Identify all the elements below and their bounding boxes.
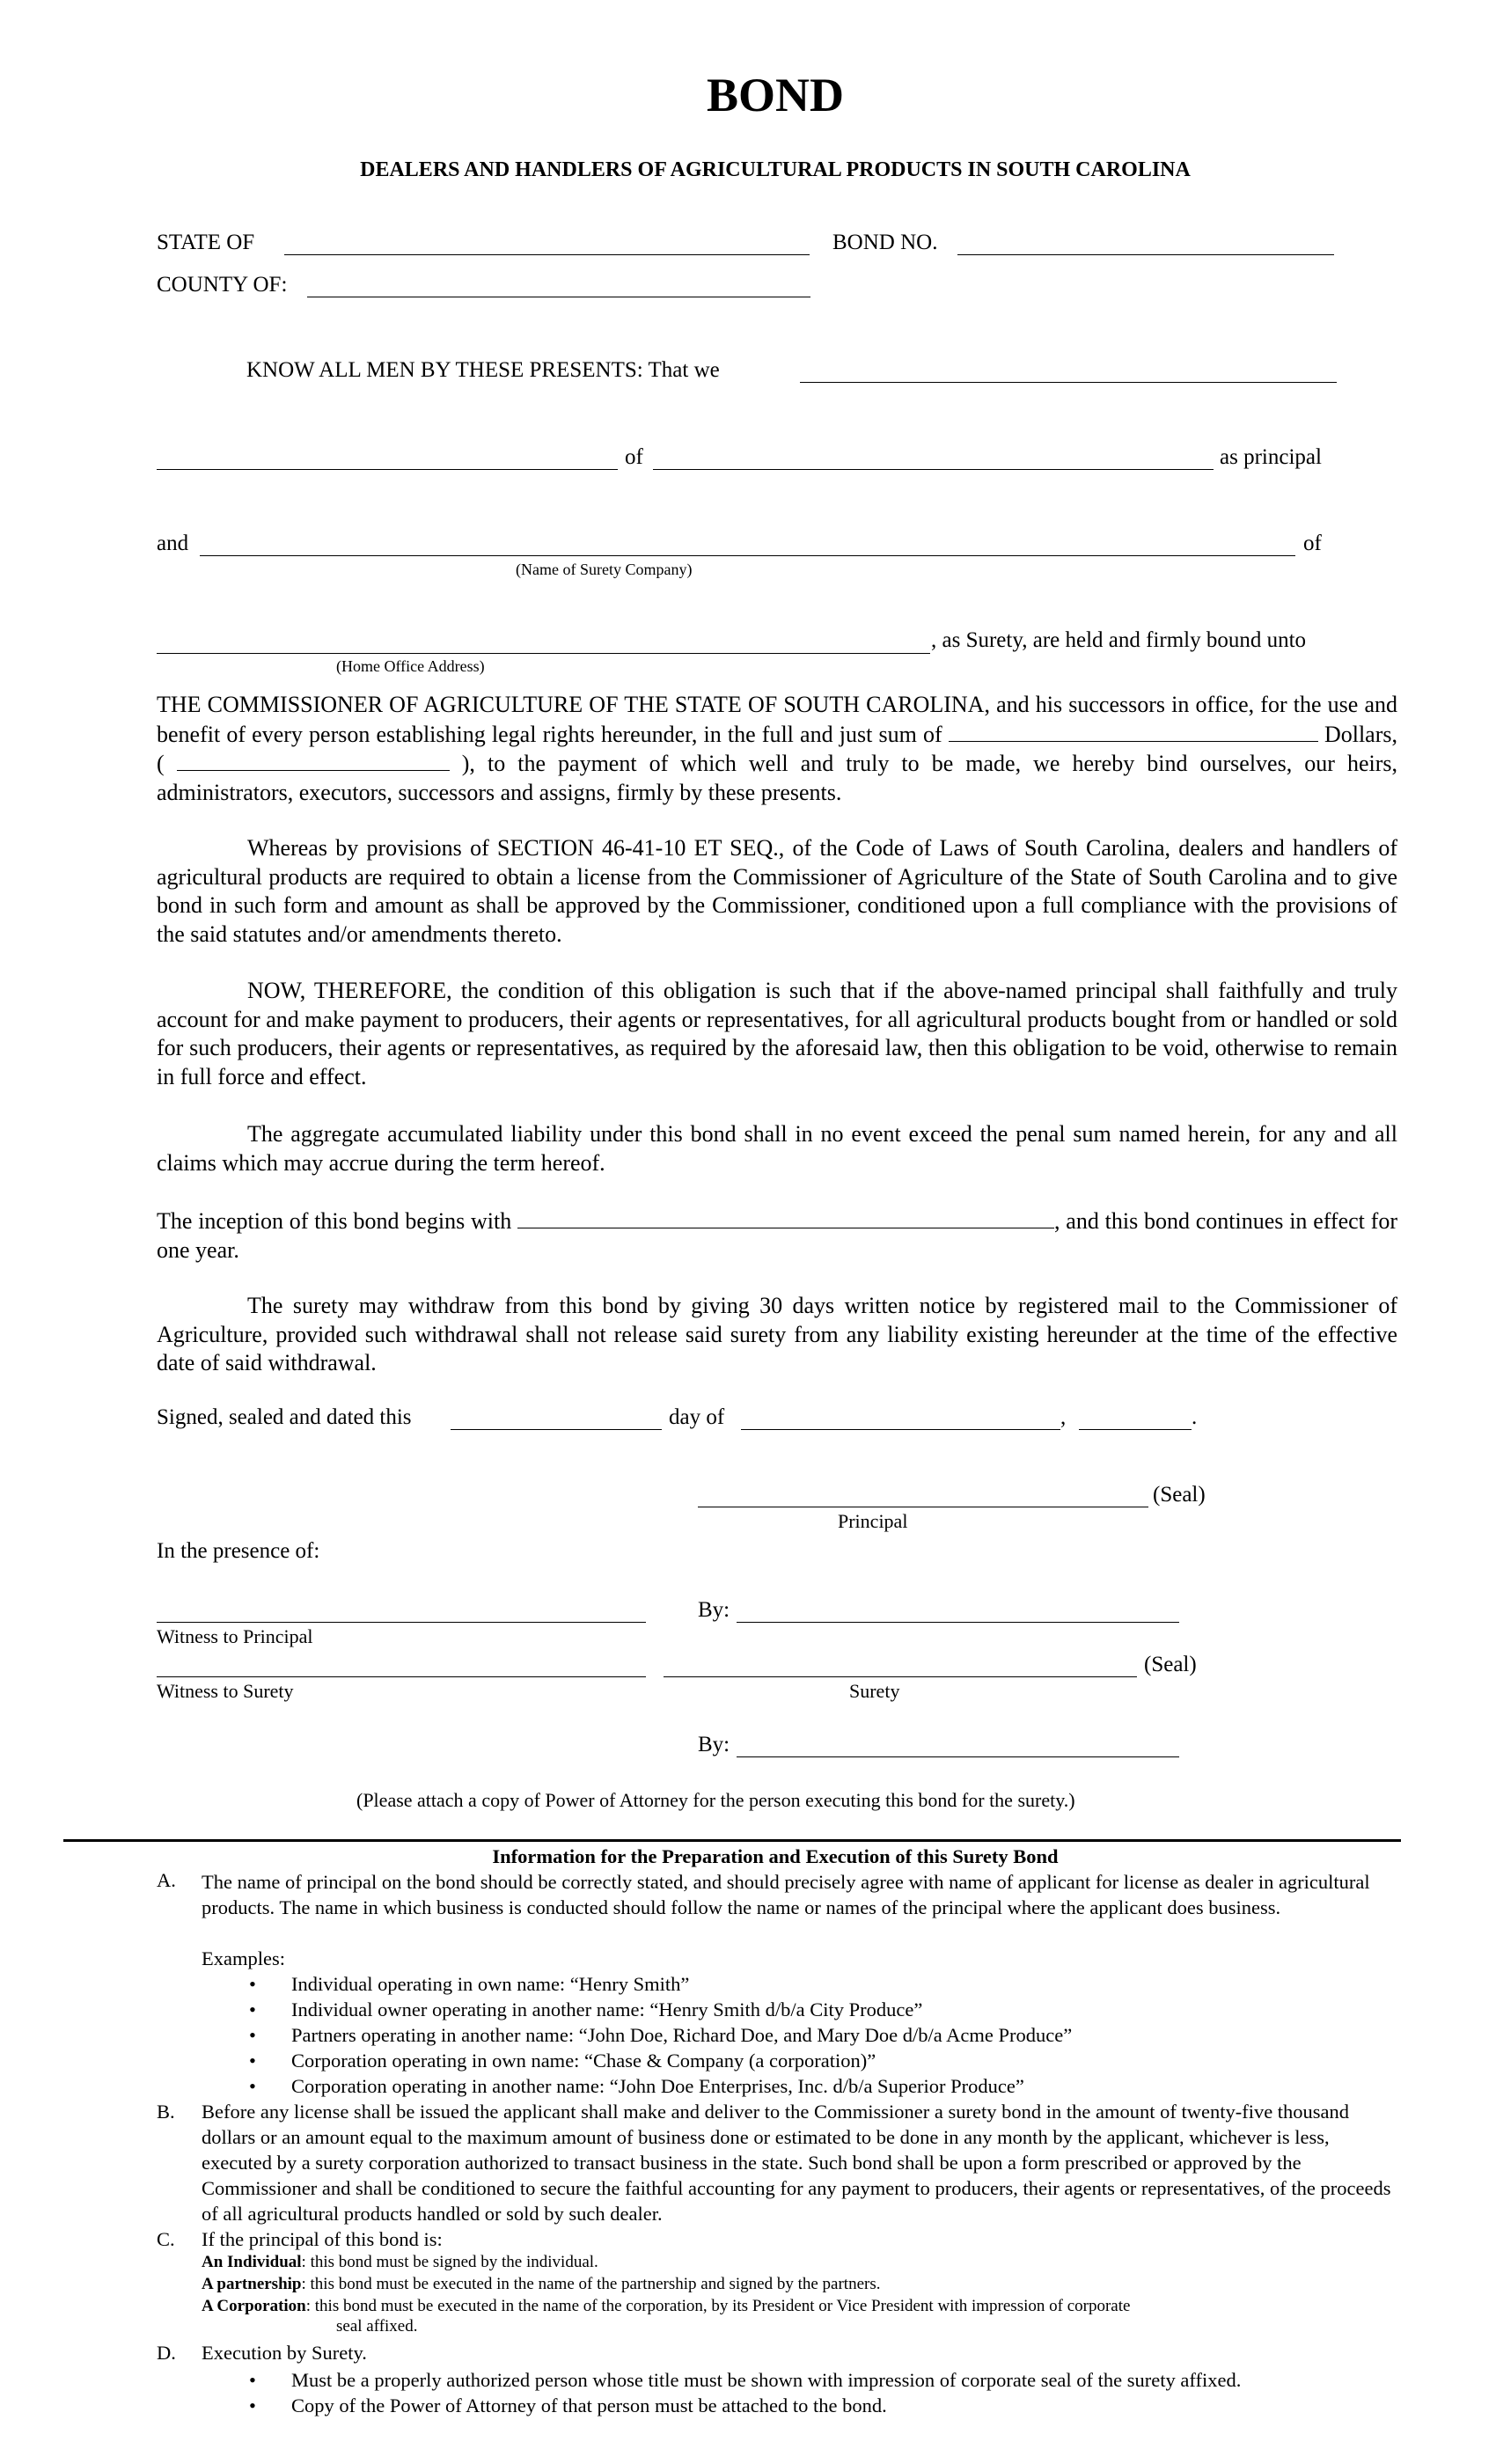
document-title: BOND xyxy=(706,69,844,121)
witness-principal-caption: Witness to Principal xyxy=(157,1625,313,1647)
paragraph-now-therefore: NOW, THEREFORE, the condition of this obligation is such that if the above-named principal shall faithfully and truly account for and make payment to producers, their agents or representatives, for all agricultural products bought from or handled or sold for such producers, their agents or representatives, as required by the aforesaid law, then this obligation to be void, otherwise to remain in full force and effect. xyxy=(157,978,1397,1089)
example-item: • Corporation operating in own name: “Chase & Company (a corporation)” xyxy=(291,2048,876,2073)
info-c-text: If the principal of this bond is: xyxy=(202,2228,443,2250)
bond-no-label: BOND NO. xyxy=(832,231,938,254)
of-label: of xyxy=(625,445,643,469)
surety-company-field[interactable] xyxy=(200,555,1295,556)
amount-figures-field[interactable] xyxy=(177,749,450,771)
know-all-text: KNOW ALL MEN BY THESE PRESENTS: That we xyxy=(246,358,720,382)
document-subtitle: DEALERS AND HANDLERS OF AGRICULTURAL PRODUCTS IN SOUTH CAROLINA xyxy=(360,158,1191,181)
partnership-label: A partnership xyxy=(202,2275,302,2293)
info-a-letter: A. xyxy=(157,1869,176,1891)
partnership-text: : this bond must be executed in the name of the partnership and signed by the partners. xyxy=(301,2275,881,2293)
county-label: COUNTY OF: xyxy=(157,273,288,297)
section-divider xyxy=(63,1839,1401,1842)
day-of-label: day of xyxy=(669,1405,725,1429)
inception-date-field[interactable] xyxy=(517,1206,1054,1228)
info-d-text: Execution by Surety. xyxy=(202,2342,367,2364)
as-surety-text: , as Surety, are held and firmly bound unto xyxy=(931,628,1307,652)
state-label: STATE OF xyxy=(157,231,255,254)
paragraph-whereas: Whereas by provisions of SECTION 46-41-10 ET SEQ., of the Code of Laws of South Carolina, dealers and handlers of agricultural products are required to obtain a license from the Commissioner of Agriculture of the State of South Carolina and to give bond in such form and amount as shall be approved by the Commissioner, conditioned upon a full compliance with the provisions of the said statutes and/or amendments thereto. xyxy=(157,835,1397,947)
witness-surety-field[interactable] xyxy=(157,1676,646,1677)
surety-caption: Surety xyxy=(849,1680,900,1702)
surety-by-field[interactable] xyxy=(737,1756,1179,1757)
paragraph-aggregate-liability: The aggregate accumulated liability under this bond shall in no event exceed the penal sum named herein, for any and all claims which may accrue during the term hereof. xyxy=(157,1121,1397,1176)
info-c-corporation-cont: seal affixed. xyxy=(336,2317,418,2336)
seal-label-1: (Seal) xyxy=(1153,1483,1206,1507)
signed-label: Signed, sealed and dated this xyxy=(157,1405,412,1429)
and-label: and xyxy=(157,532,189,555)
info-c-letter: C. xyxy=(157,2228,175,2250)
principal-name-field[interactable] xyxy=(800,382,1337,383)
corporation-label: A Corporation xyxy=(202,2297,306,2315)
surety-signature-field[interactable] xyxy=(664,1676,1137,1677)
principal-name-field-2[interactable] xyxy=(157,469,618,470)
principal-caption: Principal xyxy=(838,1510,908,1532)
signed-day-field[interactable] xyxy=(451,1429,662,1430)
signed-period: . xyxy=(1192,1405,1198,1429)
info-heading: Information for the Preparation and Execution of this Surety Bond xyxy=(492,1845,1059,1867)
seal-label-2: (Seal) xyxy=(1144,1653,1197,1676)
home-office-caption: (Home Office Address) xyxy=(336,657,485,675)
example-item: • Corporation operating in another name: “John Doe Enterprises, Inc. d/b/a Superior Produce” xyxy=(291,2073,1024,2099)
p1-text-a: THE COMMISSIONER OF AGRICULTURE OF THE STATE OF SOUTH CAROLINA, and his successors in office, for the use and benefit of every person establishing legal rights hereunder, in the full and just sum of xyxy=(157,692,1397,747)
p1-dollars: Dollars, ( xyxy=(157,721,1397,776)
info-c-partnership xyxy=(202,2274,880,2295)
signed-month-field[interactable] xyxy=(741,1429,1060,1430)
example-item: • Individual owner operating in another name: “Henry Smith d/b/a City Produce” xyxy=(291,1997,922,2022)
example-item: • Individual operating in own name: “Henry Smith” xyxy=(291,1971,689,1997)
by-label-1: By: xyxy=(698,1598,730,1622)
home-office-field[interactable] xyxy=(157,653,930,654)
witness-surety-caption: Witness to Surety xyxy=(157,1680,294,1702)
presence-label: In the presence of: xyxy=(157,1539,320,1563)
witness-principal-field[interactable] xyxy=(157,1622,646,1623)
state-field[interactable] xyxy=(284,254,810,255)
signed-comma: , xyxy=(1060,1405,1067,1429)
paragraph-commissioner xyxy=(157,691,1397,807)
amount-words-field[interactable] xyxy=(949,720,1318,742)
info-b-letter: B. xyxy=(157,2101,175,2123)
p5-text-b: , and this bond continues in effect for one year. xyxy=(157,1208,1397,1263)
individual-label: An Individual xyxy=(202,2253,302,2271)
p5-text-a: The inception of this bond begins with xyxy=(157,1208,512,1234)
bond-no-field[interactable] xyxy=(957,254,1334,255)
signed-year-field[interactable] xyxy=(1079,1429,1192,1430)
info-c-corporation xyxy=(202,2296,1130,2317)
paragraph-inception xyxy=(157,1206,1397,1265)
individual-text: : this bond must be signed by the individual. xyxy=(301,2253,598,2271)
surety-execution-item: • Must be a properly authorized person whose title must be shown with impression of corporate seal of the surety affixed. xyxy=(291,2367,1241,2393)
info-b-text: Before any license shall be issued the applicant shall make and deliver to the Commissioner a surety bond in the amount of twenty-five thousand dollars or an amount equal to the maximum amount of business done or estimated to be done in any month by the applicant, whichever is less, executed by a surety corporation authorized to transact business in the state. Such bond shall be upon a form prescribed or approved by the Commissioner and shall be conditioned to secure the faithful accounting for any payment to producers, their agents or representatives, of the proceeds of all agricultural products handled or sold by such dealer. xyxy=(202,2101,1391,2225)
paragraph-withdrawal: The surety may withdraw from this bond by giving 30 days written notice by registered mail to the Commissioner of Agriculture, provided such withdrawal shall not release said surety from any liability existing hereunder at the time of the effective date of said withdrawal. xyxy=(157,1293,1397,1375)
info-a-text: The name of principal on the bond should be correctly stated, and should precisely agree with name of applicant for license as dealer in agricultural products. The name in which business is conducted should follow the name or names of the principal where the applicant does business. xyxy=(202,1871,1370,1918)
poa-note: (Please attach a copy of Power of Attorney for the person executing this bond for the surety.) xyxy=(356,1789,1075,1811)
corporation-text: : this bond must be executed in the name of the corporation, by its President or Vice President with impression of corporate xyxy=(305,2297,1131,2315)
of-label-2: of xyxy=(1303,532,1322,555)
examples-label: Examples: xyxy=(202,1947,285,1969)
surety-execution-item: • Copy of the Power of Attorney of that person must be attached to the bond. xyxy=(291,2393,887,2418)
info-d-letter: D. xyxy=(157,2342,176,2364)
info-c-individual xyxy=(202,2252,598,2273)
principal-by-field[interactable] xyxy=(737,1622,1179,1623)
example-item: • Partners operating in another name: “John Doe, Richard Doe, and Mary Doe d/b/a Acme Produce” xyxy=(291,2022,1072,2048)
surety-company-caption: (Name of Surety Company) xyxy=(516,561,693,578)
as-principal-label: as principal xyxy=(1220,445,1322,469)
principal-address-field[interactable] xyxy=(653,469,1214,470)
p1-text-b: ), to the payment of which well and truly to be made, we hereby bind ourselves, our heirs, administrators, executors, successors and assigns, firmly by these presents. xyxy=(157,751,1398,805)
by-label-2: By: xyxy=(698,1733,730,1756)
